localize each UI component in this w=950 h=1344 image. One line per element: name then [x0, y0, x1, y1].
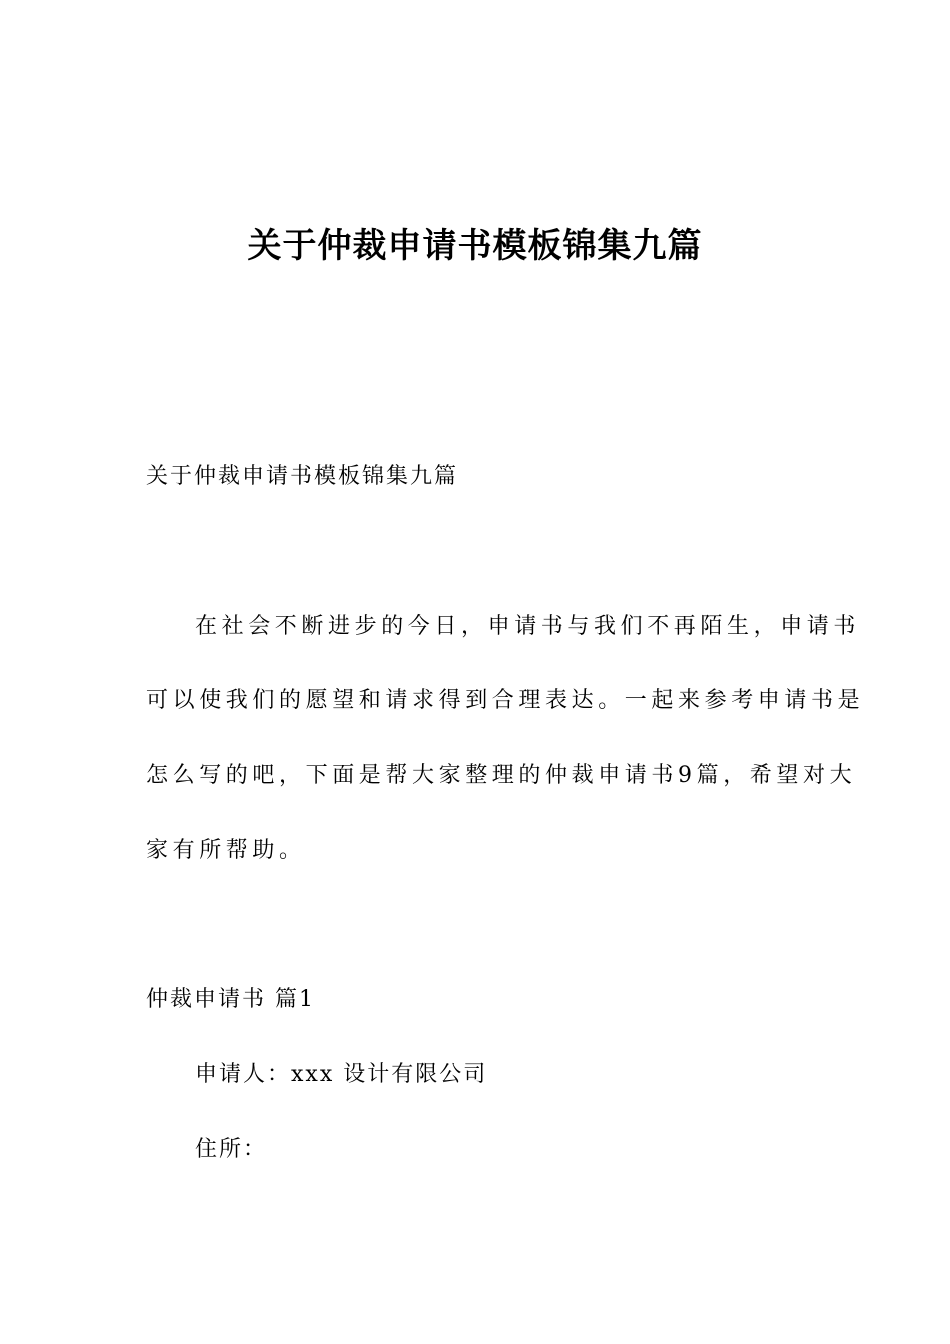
address-line: 住所：: [195, 1137, 268, 1162]
applicant-line: 申请人：xxx 设计有限公司: [195, 1062, 488, 1087]
section-heading: 仲裁申请书 篇1: [146, 987, 315, 1012]
intro-line: 怎么写的吧，下面是帮大家整理的仲裁申请书9篇，希望对大: [146, 763, 857, 788]
document-title: 关于仲裁申请书模板锦集九篇: [247, 226, 703, 266]
document-subtitle: 关于仲裁申请书模板锦集九篇: [146, 464, 459, 489]
intro-line: 可以使我们的愿望和请求得到合理表达。一起来参考申请书是: [146, 688, 865, 713]
intro-line: 在社会不断进步的今日，申请书与我们不再陌生，申请书: [195, 614, 861, 639]
intro-line: 家有所帮助。: [146, 838, 306, 863]
